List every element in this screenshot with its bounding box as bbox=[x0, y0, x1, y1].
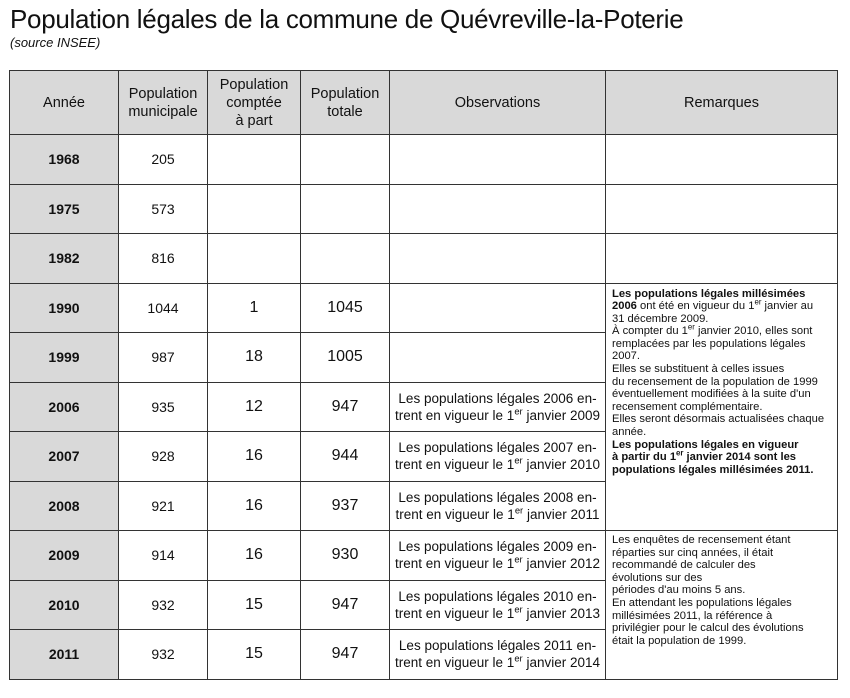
remark-line: 2006 ont été en vigueur du 1er janvier au bbox=[612, 297, 814, 313]
pop-municipale-cell: 573 bbox=[119, 184, 208, 234]
observation-line: trent en vigueur le 1er janvier 2011 bbox=[395, 505, 600, 522]
pop-totale-cell: 947 bbox=[301, 580, 390, 630]
pop-municipale-cell: 921 bbox=[119, 481, 208, 531]
table-row bbox=[10, 184, 838, 234]
pop-comptee-cell: 15 bbox=[208, 630, 301, 680]
year-cell: 1975 bbox=[10, 184, 119, 234]
header-observations: Observations bbox=[390, 71, 606, 135]
pop-totale-cell bbox=[301, 135, 390, 185]
pop-municipale-cell: 928 bbox=[119, 432, 208, 482]
pop-totale-cell: 947 bbox=[301, 382, 390, 432]
remark-line: remplacées par les populations légales 2007. bbox=[612, 337, 806, 363]
observation-cell bbox=[390, 234, 606, 284]
remark-line: du recensement de la population de 1999 bbox=[612, 375, 818, 388]
observation-line: trent en vigueur le 1er janvier 2013 bbox=[394, 604, 601, 621]
year-cell: 1982 bbox=[10, 234, 119, 284]
remark-line: privilégier pour le calcul des évolutions bbox=[612, 622, 804, 635]
pop-municipale-cell: 932 bbox=[119, 630, 208, 680]
pop-municipale-cell: 205 bbox=[119, 135, 208, 185]
remark-line: Les populations légales millésimées bbox=[612, 287, 806, 300]
remark-line: recommandé de calculer des bbox=[612, 559, 756, 572]
remark-cell-2006-2011 bbox=[606, 283, 838, 531]
header-pop-municipale bbox=[119, 71, 208, 135]
remark-cell-empty bbox=[606, 234, 838, 284]
remark-cell-evolutions bbox=[606, 531, 838, 680]
observation-line: Les populations légales 2007 en- bbox=[398, 440, 597, 456]
source-note: (source INSEE) bbox=[10, 35, 101, 50]
observation-cell bbox=[390, 531, 606, 581]
header-line: municipale bbox=[128, 103, 198, 120]
table-row bbox=[10, 531, 838, 581]
header-line: Population bbox=[219, 76, 289, 93]
observation-cell bbox=[390, 135, 606, 185]
remark-line: éventuellement modifiées à la suite d'un bbox=[612, 388, 811, 401]
observation-cell bbox=[390, 333, 606, 383]
remark-line: année. bbox=[612, 426, 647, 439]
remark-line: À compter du 1er janvier 2010, elles sont bbox=[612, 322, 813, 338]
pop-totale-cell bbox=[301, 234, 390, 284]
pop-comptee-cell: 12 bbox=[208, 382, 301, 432]
observation-line: Les populations légales 2010 en- bbox=[398, 588, 597, 604]
pop-comptee-cell: 15 bbox=[208, 580, 301, 630]
pop-municipale-cell: 816 bbox=[119, 234, 208, 284]
remark-line: En attendant les populations légales bbox=[612, 596, 792, 609]
observation-line: trent en vigueur le 1er janvier 2010 bbox=[394, 455, 601, 473]
header-line: comptée bbox=[226, 94, 282, 111]
remark-line: 31 décembre 2009. bbox=[612, 312, 709, 325]
pop-municipale-cell: 1044 bbox=[119, 283, 208, 333]
pop-totale-cell: 937 bbox=[301, 481, 390, 531]
observation-cell bbox=[390, 630, 606, 680]
remark-line: Elles seront désormais actualisées chaque bbox=[612, 413, 825, 426]
remark-line: à partir du 1er janvier 2014 sont les bbox=[612, 448, 797, 464]
header-line: Population bbox=[310, 85, 380, 102]
year-cell: 1968 bbox=[10, 135, 119, 185]
table-row bbox=[10, 283, 838, 333]
observation-cell bbox=[390, 283, 606, 333]
observation-cell bbox=[390, 184, 606, 234]
remark-line: Elles se substituent à celles issues bbox=[612, 363, 785, 376]
year-cell: 1999 bbox=[10, 333, 119, 383]
year-cell: 2009 bbox=[10, 531, 119, 581]
pop-comptee-cell: 1 bbox=[208, 283, 301, 333]
observation-line: Les populations légales 2009 en- bbox=[398, 539, 597, 555]
year-cell: 2011 bbox=[10, 630, 119, 680]
pop-comptee-cell bbox=[208, 135, 301, 185]
remark-line: était la population de 1999. bbox=[612, 634, 747, 647]
pop-comptee-cell bbox=[208, 234, 301, 284]
population-table bbox=[9, 70, 838, 680]
header-line: à part bbox=[235, 112, 273, 129]
header-row bbox=[10, 71, 838, 135]
year-cell: 2010 bbox=[10, 580, 119, 630]
observation-line: Les populations légales 2008 en- bbox=[398, 489, 597, 505]
observation-cell bbox=[390, 580, 606, 630]
year-cell: 1990 bbox=[10, 283, 119, 333]
pop-totale-cell bbox=[301, 184, 390, 234]
pop-municipale-cell: 914 bbox=[119, 531, 208, 581]
header-pop-totale bbox=[301, 71, 390, 135]
header-pop-comptee-a-part bbox=[208, 71, 301, 135]
observation-line: Les populations légales 2006 en- bbox=[398, 390, 597, 406]
observation-line: Les populations légales 2011 en- bbox=[398, 638, 597, 654]
pop-totale-cell: 947 bbox=[301, 630, 390, 680]
remark-line: recensement complémentaire. bbox=[612, 400, 763, 413]
observation-line: trent en vigueur le 1er janvier 2014 bbox=[394, 653, 601, 671]
remark-line: millésimées 2011, la référence à bbox=[612, 609, 773, 622]
header-line: Population bbox=[128, 85, 198, 102]
observation-line: trent en vigueur le 1er janvier 2012 bbox=[394, 554, 601, 572]
year-cell: 2008 bbox=[10, 481, 119, 531]
year-cell: 2007 bbox=[10, 432, 119, 482]
pop-comptee-cell: 16 bbox=[208, 432, 301, 482]
table-body bbox=[10, 135, 838, 680]
observation-cell bbox=[390, 432, 606, 482]
table-row bbox=[10, 135, 838, 185]
pop-comptee-cell bbox=[208, 184, 301, 234]
pop-totale-cell: 930 bbox=[301, 531, 390, 581]
header-remarques: Remarques bbox=[606, 71, 838, 135]
pop-municipale-cell: 932 bbox=[119, 580, 208, 630]
header-line: totale bbox=[327, 103, 363, 120]
observation-line: trent en vigueur le 1er janvier 2009 bbox=[394, 406, 601, 423]
pop-comptee-cell: 18 bbox=[208, 333, 301, 383]
pop-totale-cell: 1045 bbox=[301, 283, 390, 333]
remark-cell-empty bbox=[606, 135, 838, 185]
remark-line: Les enquêtes de recensement étant bbox=[612, 534, 791, 546]
pop-totale-cell: 1005 bbox=[301, 333, 390, 383]
remark-line: Les populations légales en vigueur bbox=[612, 438, 799, 451]
page-title: Population légales de la commune de Quévreville-la-Poterie bbox=[10, 4, 684, 34]
header-year: Année bbox=[10, 71, 119, 135]
remark-line: réparties sur cinq années, il était bbox=[612, 546, 774, 559]
pop-comptee-cell: 16 bbox=[208, 531, 301, 581]
remark-line: populations légales millésimées 2011. bbox=[612, 463, 814, 476]
table-row bbox=[10, 234, 838, 284]
year-cell: 2006 bbox=[10, 382, 119, 432]
observation-cell bbox=[390, 481, 606, 531]
remark-cell-empty bbox=[606, 184, 838, 234]
pop-comptee-cell: 16 bbox=[208, 481, 301, 531]
remark-line: évolutions sur des bbox=[612, 571, 703, 584]
pop-municipale-cell: 987 bbox=[119, 333, 208, 383]
remark-line: périodes d'au moins 5 ans. bbox=[612, 584, 746, 597]
pop-totale-cell: 944 bbox=[301, 432, 390, 482]
observation-cell bbox=[390, 382, 606, 432]
pop-municipale-cell: 935 bbox=[119, 382, 208, 432]
